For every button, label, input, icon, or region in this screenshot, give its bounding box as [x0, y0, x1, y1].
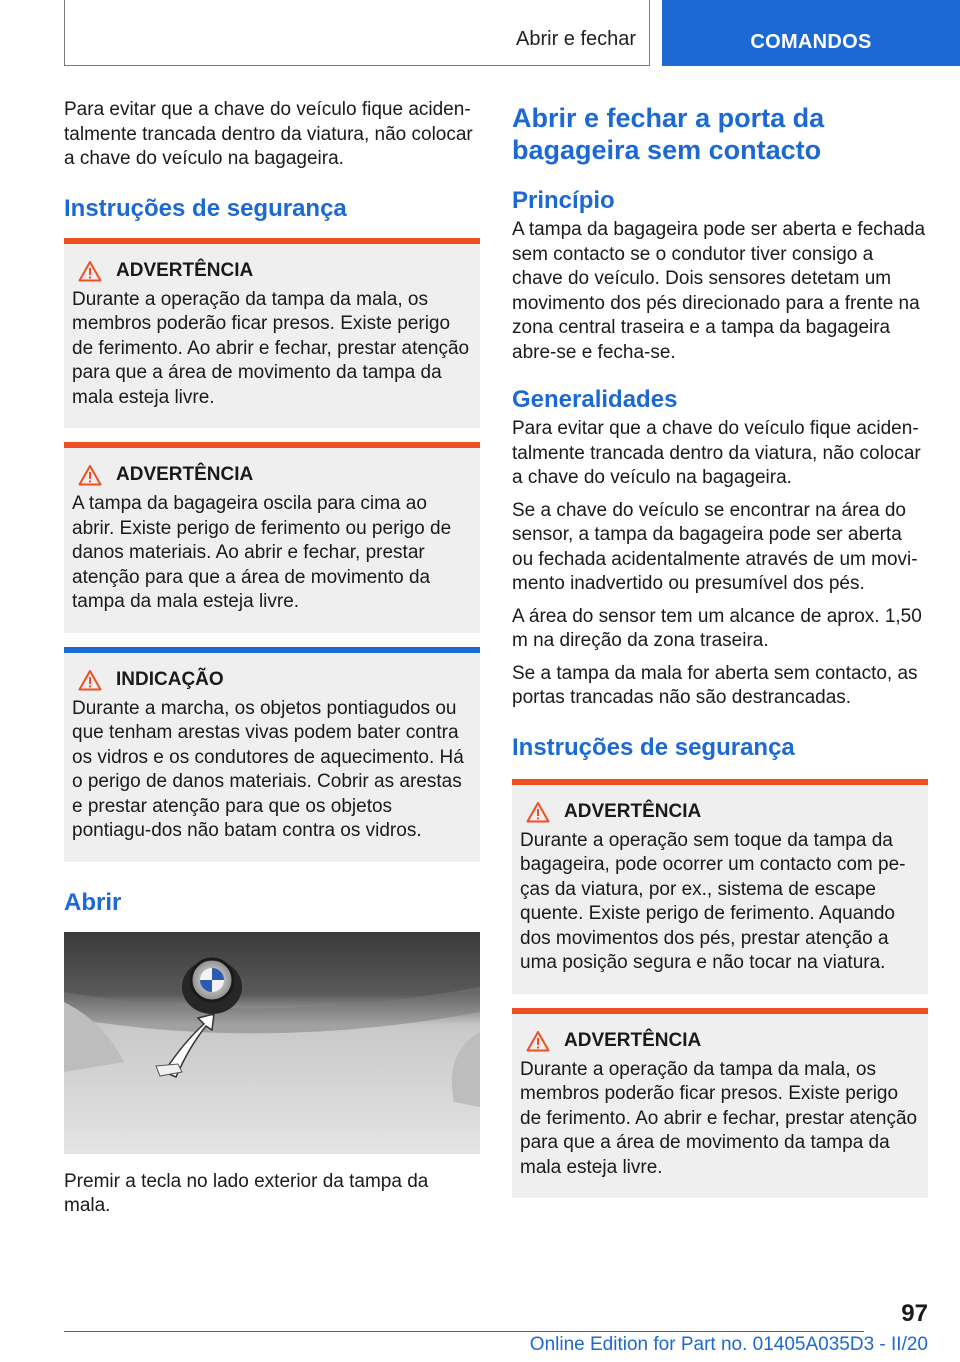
intro-paragraph: Para evitar que a chave do veículo fique aciden-talmente trancada dentro da viatura, não colocar a chave do veículo na bagageira.: [64, 99, 473, 169]
general-paragraph-1: Para evitar que a chave do veículo fique aciden-talmente trancada dentro da viatura, não colocar a chave do veículo na bagageira.: [512, 418, 921, 488]
left-column: [64, 98, 480, 1219]
main-heading: Abrir e fechar a porta da bagageira sem contacto: [512, 103, 825, 165]
trunk-lid-image: [64, 932, 480, 1154]
warning-triangle-icon: [78, 464, 102, 486]
general-heading: Generalidades: [512, 386, 678, 413]
warning-triangle-icon: [526, 801, 550, 823]
warning-text: Durante a operação da tampa da mala, os membros poderão ficar presos. Existe perigo de ferimento. Ao abrir e fechar, prestar atenção para que a área de movimento da tampa da mala esteja livre.: [72, 288, 470, 408]
footer-rule: [64, 1331, 864, 1332]
warning-text: A tampa da bagageira oscila para cima ao abrir. Existe perigo de ferimento ou perigo de danos materiais. Ao abrir e fechar, prestar atenção para que a área de movimento da tampa da mala esteja livre.: [72, 493, 452, 612]
open-heading: Abrir: [64, 888, 122, 916]
general-paragraph-4: Se a tampa da mala for aberta sem contacto, as portas trancadas não são destrancadas.: [512, 662, 918, 708]
warning-title-text: ADVERTÊNCIA: [116, 464, 254, 485]
principle-heading: Princípio: [512, 187, 615, 214]
safety-heading-right: Instruções de segurança: [512, 733, 795, 761]
notice-title: [72, 669, 472, 691]
warning-text: Durante a operação sem toque da tampa da bagageira, pode ocorrer um contacto com pe-ças da viatura, por ex., sistema de escape quente. Existe perigo de ferimento. Aquando dos movimentos dos pés, prestar atenção a uma posição segura e não tocar na viatura.: [520, 829, 906, 973]
warning-title-text: ADVERTÊNCIA: [564, 800, 702, 822]
warning-title-text: ADVERTÊNCIA: [116, 259, 254, 281]
warning-box-1: [64, 238, 480, 429]
trunk-button-illustration: [64, 932, 480, 1154]
warning-title: [520, 1030, 920, 1052]
warning-title: [72, 260, 472, 282]
footer-edition[interactable]: Online Edition for Part no. 01405A035D3 - II/20: [529, 1334, 928, 1355]
general-paragraph-3: A área do sensor tem um alcance de aprox. 1,50 m na direção da zona traseira.: [512, 605, 922, 651]
warning-box-2: [64, 442, 480, 633]
section-title: Abrir e fechar: [516, 28, 637, 50]
general-paragraph-2: Se a chave do veículo se encontrar na área do sensor, a tampa da bagageira pode ser aberta ou fechada acidentalmente através de um movi-mento inadvertido ou presumível dos pés.: [512, 499, 918, 594]
warning-box-3: [512, 779, 928, 994]
warning-triangle-icon: [78, 260, 102, 282]
warning-title: [72, 464, 472, 486]
figure-caption: Premir a tecla no lado exterior da tampa da mala.: [64, 1170, 429, 1216]
page-number: 97: [901, 1300, 928, 1327]
warning-title: [520, 801, 920, 823]
warning-text: Durante a operação da tampa da mala, os membros poderão ficar presos. Existe perigo de ferimento. Ao abrir e fechar, prestar atenção para que a área de movimento da tampa da mala esteja livre.: [520, 1058, 918, 1178]
notice-title-text: INDICAÇÃO: [116, 668, 224, 690]
chapter-tab[interactable]: COMANDOS: [662, 0, 960, 66]
notice-box: [64, 647, 480, 862]
warning-triangle-icon: [526, 1030, 550, 1052]
principle-text: A tampa da bagageira pode ser aberta e fechada sem contacto se o condutor tiver consigo a chave do veículo. Dois sensores detetam um movimento dos pés direcionado para a frente na zona central traseira e a tampa da bagageira abre-se e fecha-se.: [512, 219, 926, 363]
safety-heading-left: Instruções de segurança: [64, 194, 347, 222]
warning-box-4: [512, 1008, 928, 1199]
notice-text: Durante a marcha, os objetos pontiagudos ou que tenham arestas vivas podem bater contra os vidros e os condutores de aquecimento. Há o perigo de danos materiais. Cobrir as arestas e prestar atenção para que os objetos pontiagu-dos não batam contra os vidros.: [72, 697, 464, 841]
right-column: [512, 98, 928, 1212]
warning-triangle-icon: [78, 669, 102, 691]
warning-title-text: ADVERTÊNCIA: [564, 1029, 702, 1051]
